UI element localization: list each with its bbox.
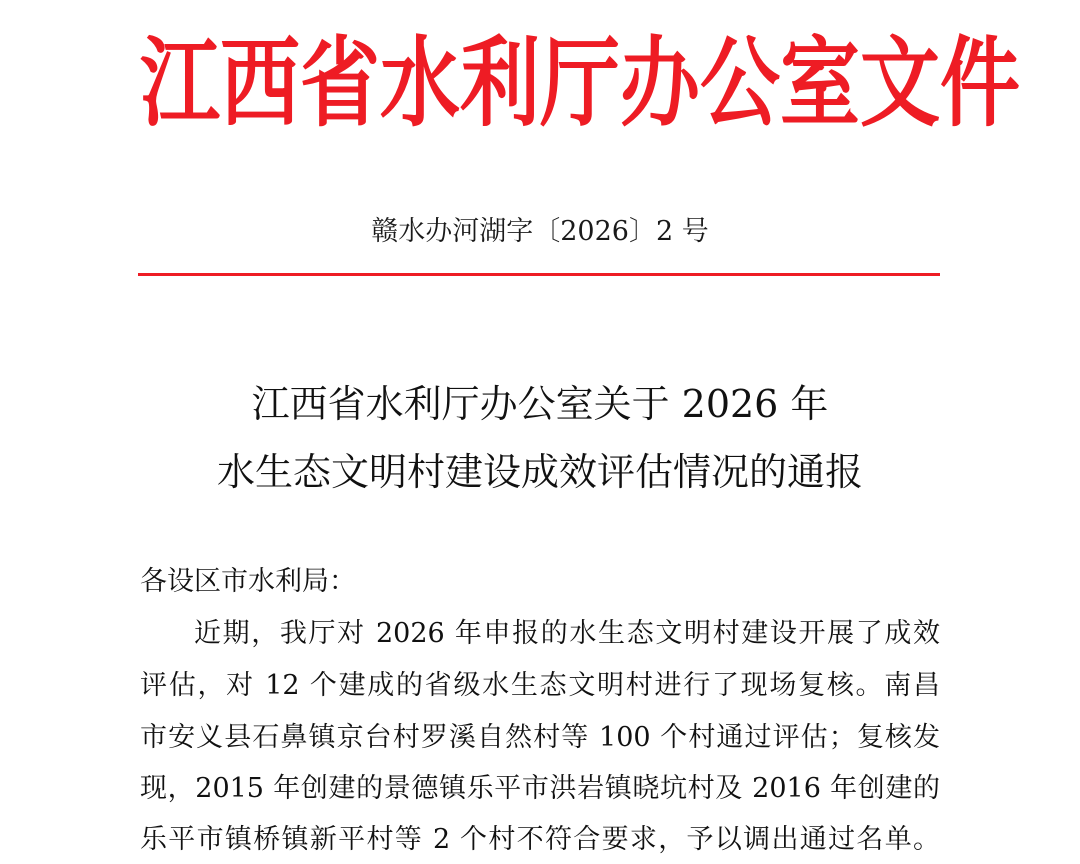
salutation: 各设区市水利局： [140, 566, 356, 597]
masthead-title [140, 18, 1020, 148]
body-paragraph-line: 市安义县石鼻镇京台村罗溪自然村等 100 个村通过评估；复核发 [140, 722, 940, 753]
notice-title-line-1: 江西省水利厅办公室关于 2026 年 [251, 382, 829, 426]
body-paragraph-line: 评估，对 12 个建成的省级水生态文明村进行了现场复核。南昌 [140, 670, 940, 701]
notice-title-line-2: 水生态文明村建设成效评估情况的通报 [216, 450, 863, 494]
body-paragraph-line: 近期，我厅对 2026 年申报的水生态文明村建设开展了成效 [194, 618, 940, 649]
body-paragraph-line: 乐平市镇桥镇新平村等 2 个村不符合要求，予以调出通过名单。 [140, 824, 940, 855]
body-paragraph-line: 现，2015 年创建的景德镇乐平市洪岩镇晓坑村及 2016 年创建的 [140, 773, 940, 804]
document-number: 赣水办河湖字〔2026〕2 号 [371, 216, 709, 247]
red-divider-line [138, 273, 940, 276]
masthead-text: 江西省水利厅办公室文件 [140, 25, 1020, 141]
